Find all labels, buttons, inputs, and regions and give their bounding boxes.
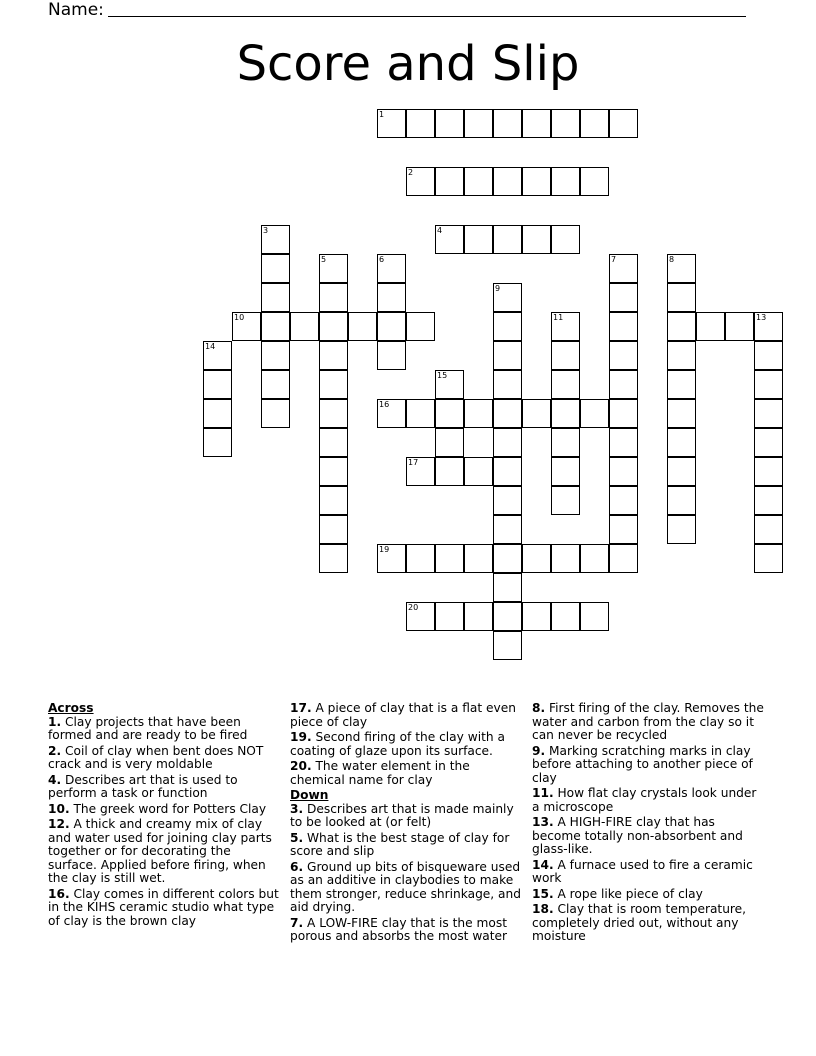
clue-number: 4.: [48, 772, 62, 787]
grid-cell[interactable]: [493, 544, 522, 573]
clue-down-13: [532, 816, 764, 857]
clue-text: Ground up bits of bisqueware used as an additive in claybodies to make them stronger, reduce shrinkage, and aid drying.: [290, 859, 521, 914]
cell-number: 2: [408, 168, 414, 177]
grid-cell[interactable]: [725, 312, 754, 341]
grid-cell[interactable]: [551, 428, 580, 457]
grid-cell[interactable]: [754, 544, 783, 573]
grid-cell[interactable]: [493, 631, 522, 660]
grid-cell[interactable]: [754, 341, 783, 370]
grid-cell[interactable]: [609, 399, 638, 428]
grid-cell[interactable]: [464, 225, 493, 254]
grid-cell[interactable]: [551, 399, 580, 428]
grid-cell[interactable]: [551, 544, 580, 573]
cell-number: 17: [408, 458, 419, 467]
grid-cell[interactable]: [667, 341, 696, 370]
clue-number: 1.: [48, 714, 62, 729]
grid-cell[interactable]: [406, 167, 435, 196]
clue-column-3: [532, 702, 764, 946]
grid-cell[interactable]: [493, 515, 522, 544]
grid-cell[interactable]: [667, 428, 696, 457]
clue-down-5: [290, 832, 522, 859]
clue-number: 2.: [48, 743, 62, 758]
clue-number: 8.: [532, 701, 546, 715]
clue-number: 10.: [48, 801, 70, 816]
grid-cell[interactable]: [435, 544, 464, 573]
grid-cell[interactable]: [609, 515, 638, 544]
grid-cell[interactable]: [580, 109, 609, 138]
grid-cell[interactable]: [261, 370, 290, 399]
grid-cell[interactable]: [406, 602, 435, 631]
grid-cell[interactable]: [754, 515, 783, 544]
grid-cell[interactable]: [464, 457, 493, 486]
clue-text: Clay projects that have been formed and are ready to be fired: [48, 714, 248, 742]
clue-text: Marking scratching marks in clay before attaching to another piece of clay: [532, 743, 753, 785]
clue-text: Describes art that is made mainly to be looked at (or felt): [290, 801, 514, 829]
grid-cell[interactable]: [493, 167, 522, 196]
clue-across-17: [290, 702, 522, 729]
grid-cell[interactable]: [609, 486, 638, 515]
grid-cell[interactable]: [493, 399, 522, 428]
grid-cell[interactable]: [464, 602, 493, 631]
clue-number: 12.: [48, 817, 70, 831]
grid-cell[interactable]: [377, 399, 406, 428]
grid-cell[interactable]: [319, 399, 348, 428]
grid-cell[interactable]: [522, 109, 551, 138]
grid-cell[interactable]: [493, 312, 522, 341]
clue-number: 19.: [290, 730, 312, 744]
clue-text: How flat clay crystals look under a microscope: [532, 786, 757, 814]
clue-down-18: [532, 903, 764, 944]
clue-number: 18.: [532, 902, 554, 916]
clue-number: 13.: [532, 815, 554, 829]
grid-cell[interactable]: [522, 225, 551, 254]
grid-cell[interactable]: [377, 109, 406, 138]
clue-number: 16.: [48, 886, 70, 901]
grid-cell[interactable]: [261, 254, 290, 283]
grid-cell[interactable]: [754, 486, 783, 515]
clue-number: 9.: [532, 743, 546, 758]
clue-across-10: [48, 803, 280, 817]
grid-cell[interactable]: [609, 457, 638, 486]
clue-down-3: [290, 803, 522, 830]
grid-cell[interactable]: [319, 457, 348, 486]
grid-cell[interactable]: [493, 225, 522, 254]
grid-cell[interactable]: [261, 399, 290, 428]
grid-cell[interactable]: [435, 602, 464, 631]
grid-cell[interactable]: [319, 544, 348, 573]
grid-cell[interactable]: [290, 312, 319, 341]
grid-cell[interactable]: [580, 167, 609, 196]
grid-cell[interactable]: [435, 399, 464, 428]
grid-cell[interactable]: [667, 486, 696, 515]
grid-cell[interactable]: [406, 109, 435, 138]
clue-number: 11.: [532, 786, 554, 800]
grid-cell[interactable]: [754, 399, 783, 428]
grid-cell[interactable]: [377, 341, 406, 370]
grid-cell[interactable]: [580, 544, 609, 573]
grid-cell[interactable]: [319, 283, 348, 312]
grid-cell[interactable]: [551, 312, 580, 341]
cell-number: 15: [437, 371, 448, 380]
clue-number: 5.: [290, 830, 304, 845]
puzzle-title: Score and Slip: [236, 36, 580, 92]
clue-text: A furnace used to fire a ceramic work: [532, 857, 753, 885]
grid-cell[interactable]: [522, 167, 551, 196]
cell-number: 4: [437, 226, 443, 235]
grid-cell[interactable]: [667, 312, 696, 341]
grid-cell[interactable]: [667, 283, 696, 312]
grid-cell[interactable]: [377, 283, 406, 312]
grid-cell[interactable]: [493, 486, 522, 515]
clue-across-12: [48, 818, 280, 886]
grid-cell[interactable]: [609, 544, 638, 573]
clue-number: 17.: [290, 701, 312, 715]
cell-number: 9: [495, 284, 501, 293]
grid-cell[interactable]: [435, 167, 464, 196]
grid-cell[interactable]: [667, 254, 696, 283]
grid-cell[interactable]: [754, 428, 783, 457]
grid-cell[interactable]: [493, 341, 522, 370]
grid-cell[interactable]: [406, 399, 435, 428]
grid-cell[interactable]: [609, 283, 638, 312]
grid-cell[interactable]: [435, 428, 464, 457]
grid-cell[interactable]: [232, 312, 261, 341]
cell-number: 1: [379, 110, 385, 119]
grid-cell[interactable]: [319, 312, 348, 341]
grid-cell[interactable]: [609, 254, 638, 283]
grid-cell[interactable]: [493, 457, 522, 486]
grid-cell[interactable]: [319, 428, 348, 457]
cell-number: 6: [379, 255, 385, 264]
grid-cell[interactable]: [522, 544, 551, 573]
grid-cell[interactable]: [493, 283, 522, 312]
clue-text: The water element in the chemical name for clay: [290, 759, 470, 787]
grid-cell[interactable]: [261, 341, 290, 370]
grid-cell[interactable]: [261, 312, 290, 341]
across-heading: Across: [48, 701, 94, 715]
grid-cell[interactable]: [464, 167, 493, 196]
grid-cell[interactable]: [580, 602, 609, 631]
grid-cell[interactable]: [203, 399, 232, 428]
grid-cell[interactable]: [464, 399, 493, 428]
clue-text: A piece of clay that is a flat even piece of clay: [290, 701, 516, 729]
grid-cell[interactable]: [493, 428, 522, 457]
grid-cell[interactable]: [348, 312, 377, 341]
grid-cell[interactable]: [551, 167, 580, 196]
grid-cell[interactable]: [435, 370, 464, 399]
grid-cell[interactable]: [667, 457, 696, 486]
cell-number: 5: [321, 255, 327, 264]
grid-cell[interactable]: [754, 457, 783, 486]
grid-cell[interactable]: [319, 254, 348, 283]
clue-number: 7.: [290, 915, 304, 930]
grid-cell[interactable]: [435, 225, 464, 254]
cell-number: 7: [611, 255, 617, 264]
grid-cell[interactable]: [696, 312, 725, 341]
cell-number: 14: [205, 342, 216, 351]
clue-number: 14.: [532, 857, 554, 872]
grid-cell[interactable]: [667, 399, 696, 428]
cell-number: 11: [553, 313, 564, 322]
grid-cell[interactable]: [377, 312, 406, 341]
clue-number: 3.: [290, 801, 304, 816]
grid-cell[interactable]: [377, 544, 406, 573]
clue-column-1: [48, 702, 280, 930]
clue-text: A rope like piece of clay: [557, 886, 703, 901]
grid-cell[interactable]: [377, 254, 406, 283]
grid-cell[interactable]: [261, 225, 290, 254]
name-label: Name:: [48, 0, 104, 20]
grid-cell[interactable]: [493, 109, 522, 138]
clue-across-19: [290, 731, 522, 758]
cell-number: 3: [263, 226, 269, 235]
clue-down-8: [532, 702, 764, 743]
clue-down-7: [290, 917, 522, 944]
cell-number: 20: [408, 603, 419, 612]
clue-text: The greek word for Potters Clay: [73, 801, 267, 816]
grid-cell[interactable]: [551, 370, 580, 399]
grid-cell[interactable]: [609, 109, 638, 138]
clue-number: 6.: [290, 859, 304, 874]
cell-number: 19: [379, 545, 390, 554]
grid-cell[interactable]: [493, 602, 522, 631]
cell-number: 16: [379, 400, 390, 409]
grid-cell[interactable]: [522, 602, 551, 631]
clue-across-16: [48, 888, 280, 929]
clue-text: A HIGH-FIRE clay that has become totally non-absorbent and glass-like.: [532, 815, 743, 856]
clue-down-6: [290, 861, 522, 915]
clue-text: Second firing of the clay with a coating of glaze upon its surface.: [290, 730, 505, 758]
grid-cell[interactable]: [319, 515, 348, 544]
clue-text: A thick and creamy mix of clay and water used for joining clay parts together or for decorating the surface. Applied before firing, when the clay is still wet.: [48, 817, 272, 885]
clue-across-1: [48, 716, 280, 743]
clue-down-11: [532, 787, 764, 814]
clue-down-15: [532, 888, 764, 902]
grid-cell[interactable]: [203, 341, 232, 370]
clue-text: Describes art that is used to perform a task or function: [48, 772, 238, 800]
clue-number: 20.: [290, 759, 312, 773]
clue-down-14: [532, 859, 764, 886]
grid-cell[interactable]: [609, 312, 638, 341]
grid-cell[interactable]: [580, 399, 609, 428]
grid-cell[interactable]: [609, 341, 638, 370]
clue-number: 15.: [532, 886, 554, 901]
grid-cell[interactable]: [493, 370, 522, 399]
grid-cell[interactable]: [464, 544, 493, 573]
grid-cell[interactable]: [261, 283, 290, 312]
cell-number: 8: [669, 255, 675, 264]
grid-cell[interactable]: [551, 486, 580, 515]
grid-cell[interactable]: [435, 109, 464, 138]
clue-text: What is the best stage of clay for score and slip: [290, 830, 510, 858]
clue-text: Coil of clay when bent does NOT crack and is very moldable: [48, 743, 264, 771]
grid-cell[interactable]: [754, 370, 783, 399]
grid-cell[interactable]: [406, 544, 435, 573]
grid-cell[interactable]: [203, 370, 232, 399]
grid-cell[interactable]: [319, 486, 348, 515]
grid-cell[interactable]: [667, 370, 696, 399]
clue-text: First firing of the clay. Removes the water and carbon from the clay so it can never be recycled: [532, 701, 764, 742]
grid-cell[interactable]: [406, 457, 435, 486]
clue-column-2: [290, 702, 522, 946]
grid-cell[interactable]: [667, 515, 696, 544]
grid-cell[interactable]: [319, 370, 348, 399]
grid-cell[interactable]: [522, 399, 551, 428]
cell-number: 10: [234, 313, 245, 322]
grid-cell[interactable]: [551, 341, 580, 370]
grid-cell[interactable]: [609, 370, 638, 399]
cell-number: 13: [756, 313, 767, 322]
clue-down-9: [532, 745, 764, 786]
down-heading: Down: [290, 788, 329, 802]
clue-across-20: [290, 760, 522, 787]
grid-cell[interactable]: [319, 341, 348, 370]
grid-cell[interactable]: [551, 109, 580, 138]
grid-cell[interactable]: [551, 602, 580, 631]
grid-cell[interactable]: [406, 312, 435, 341]
clue-text: Clay comes in different colors but in the KIHS ceramic studio what type of clay is the brown clay: [48, 886, 279, 928]
grid-cell[interactable]: [435, 457, 464, 486]
clue-across-4: [48, 774, 280, 801]
clue-text: A LOW-FIRE clay that is the most porous and absorbs the most water: [290, 915, 508, 943]
grid-cell[interactable]: [754, 312, 783, 341]
grid-cell[interactable]: [551, 457, 580, 486]
clue-text: Clay that is room temperature, completely dried out, without any moisture: [532, 902, 747, 943]
grid-cell[interactable]: [551, 225, 580, 254]
grid-cell[interactable]: [464, 109, 493, 138]
grid-cell[interactable]: [609, 428, 638, 457]
grid-cell[interactable]: [493, 573, 522, 602]
grid-cell[interactable]: [203, 428, 232, 457]
clue-across-2: [48, 745, 280, 772]
